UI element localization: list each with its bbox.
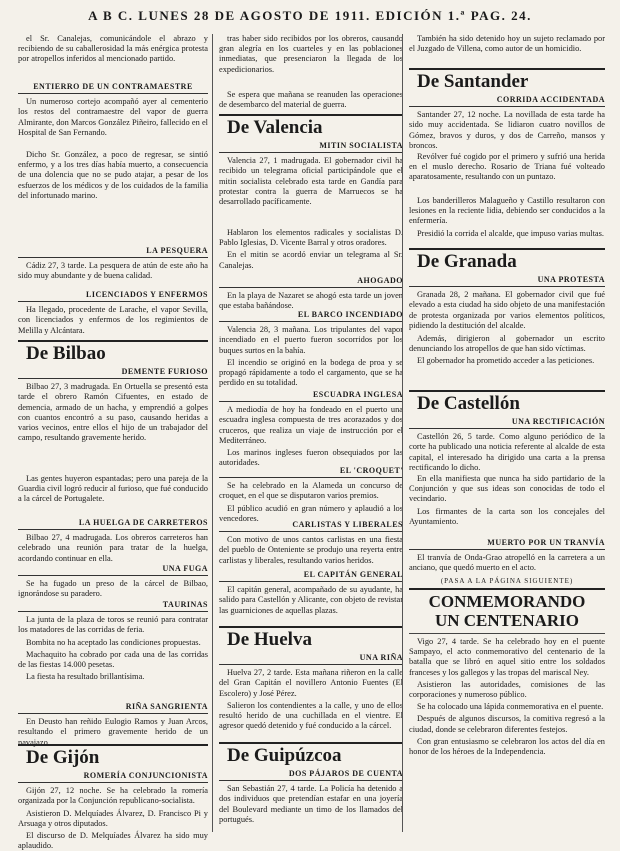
column-2 xyxy=(212,34,403,832)
col1-s3-p1: Ha llegado, procedente de Larache, el vapor Sevilla, con licenciados y enfermos de los regimientos de Melilla y Alcántara. xyxy=(18,305,208,335)
col1-city1-p2: Las gentes huyeron espantadas; pero una pareja de la Guardia civil logró reducir al furioso, que fué conducido a la cárcel de Portugalete. xyxy=(18,474,208,504)
city-heading-santander: De Santander xyxy=(409,68,605,93)
col1-s6-p4: La fiesta ha resultado brillantísima. xyxy=(26,672,145,682)
city-heading-granada: De Granada xyxy=(409,248,605,273)
col2-city3-sub: MITIN SOCIALISTA xyxy=(219,141,403,153)
col2-s13-head: EL CAPITÁN GENERAL xyxy=(219,570,403,582)
col3-top-p1: También ha sido detenido hoy un sujeto reclamado por el Juzgado de Villena, como autor de un homicidio. xyxy=(409,34,605,54)
col3-cent-p4: Después de algunos discursos, la comitiva regresó a la ciudad, donde se celebraron diferentes festejos. xyxy=(409,714,605,734)
headline-centenario: UN CENTENARIO xyxy=(434,611,580,630)
col2-s8-p1: En la playa de Nazaret se ahogó esta tarde un joven que estaba bañándose. xyxy=(219,291,403,311)
headline-conmemorando: CONMEMORANDO xyxy=(409,588,605,611)
col1-s5-head: UNA FUGA xyxy=(18,564,208,576)
col2-city4-sub: UNA RIÑA xyxy=(219,653,403,665)
col1-s6-p3: Machaquito ha cobrado por cada una de las corridas de las fiestas 14.000 pesetas. xyxy=(18,649,208,670)
column-3 xyxy=(402,34,605,832)
col2-s11-p2: El público acudió en gran número y aplaudió a los vencedores. xyxy=(219,503,403,523)
col1-s5-p1: Se ha fugado un preso de la cárcel de Bilbao, ignorándose su paradero. xyxy=(18,579,208,599)
col3-cent-p5: Con gran entusiasmo se celebraron los actos del día en honor de los héroes de la Independencia. xyxy=(409,736,605,757)
col1-s6-p2: Bombita no ha aceptado las condiciones propuestas. xyxy=(26,637,201,647)
col1-s3-head: LICENCIADOS Y ENFERMOS xyxy=(18,290,208,302)
col1-s2-p1: Cádiz 27, 3 tarde. La pesquera de atún de este año ha sido muy abundante y de buena calidad. xyxy=(18,261,208,281)
col3-city8-p1: Castellón 26, 5 tarde. Como alguno periódico de la corte ha publicado una noticia referente al alcalde de esta capital, el interesado ha dirigido una carta a la prensa rectificando lo dicho. xyxy=(409,432,605,472)
page-header: A B C. LUNES 28 DE AGOSTO DE 1911. EDICIÓN 1.ª PAG. 24. xyxy=(88,8,532,23)
city-heading-huelva: De Huelva xyxy=(219,626,403,651)
col2-s11-p1: Se ha celebrado en la Alameda un concurso de croquet, en el que se disputaron varios premios. xyxy=(219,481,403,501)
col3-cent-p2: Asistieron las autoridades, comisiones de las corporaciones y numeroso público. xyxy=(409,679,605,700)
col1-city2-p1: Gijón 27, 12 noche. Se ha celebrado la romería organizada por la Conjunción republicano-socialista. xyxy=(18,786,208,806)
col1-intro: el Sr. Canalejas, comunicándole el abrazo y recibiendo de su caballerosidad la más enérgica protesta por atropellos inferidos al mencionado partido. xyxy=(18,34,208,64)
col1-s7-head: RIÑA SANGRIENTA xyxy=(18,702,208,714)
col1-s4-head: LA HUELGA DE CARRETEROS xyxy=(18,518,208,530)
column-1 xyxy=(18,34,208,851)
col2-s12-head: CARLISTAS Y LIBERALES xyxy=(219,520,403,532)
col3-city6-p3: Los banderilleros Malagueño y Castillo resultaron con lesiones en la reciente lidia, debiendo ser conducidos a la enfermería. xyxy=(409,196,605,226)
col1-city2-p2: Asistieron D. Melquíades Álvarez, D. Francisco Pi y Arsuaga y otros diputados. xyxy=(18,808,208,828)
col3-cent-p1: Vigo 27, 4 tarde. Se ha celebrado hoy en el puente Sampayo, el acto conmemorativo del centenario de la batalla que se libró en aquel sitio entre los soldados franceses y los gallegos y las tropas del mariscal Ney. xyxy=(409,637,605,677)
col1-s1-p2: Dicho Sr. González, a poco de regresar, se sintió enfermo, y a los tres días había muerto, a consecuencia de una dolencia que no se pudo atajar, a pesar de los esfuerzos de los médicos y de los cuidados de la familia del infortunado marino. xyxy=(18,150,208,200)
col2-city5-sub: DOS PÁJAROS DE CUENTA xyxy=(219,769,403,781)
col2-city3-p1: Valencia 27, 1 madrugada. El gobernador civil ha recibido un telegrama oficial participándole que el mitin socialista celebrado esta tarde en Gandía para protestar contra la guerra de Marruecos se ha desarrollado pacíficamente. xyxy=(219,156,403,207)
col1-s6-p1: La junta de la plaza de toros se reunió para contratar los matadores de las corridas de feria. xyxy=(18,615,208,635)
col1-city1-sub: DEMENTE FURIOSO xyxy=(18,367,208,379)
col3-city7-sub: UNA PROTESTA xyxy=(409,275,605,287)
col3-city6-p2: Revólver fué cogido por el primero y sufrió una herida en el muslo derecho. Rosario de Triana fué volteado aparatosamente, resultando con un puntazo. xyxy=(409,152,605,182)
col3-city8-sub: UNA RECTIFICACIÓN xyxy=(409,417,605,429)
col2-s10-p1: A mediodía de hoy ha fondeado en el puerto una escuadra inglesa compuesta de tres acorazados y dos cruceros, que realiza un viaje de instrucción por el Mediterráneo. xyxy=(219,405,403,445)
col3-cent-p3: Se ha colocado una lápida conmemorativa en el puente. xyxy=(417,702,604,712)
col2-s13-p1: El capitán general, acompañado de su ayudante, ha salido para Castellón y Alicante, con objeto de revistar las guarniciones de aquellas plazas. xyxy=(219,585,403,615)
col3-s14-head: MUERTO POR UN TRANVÍA xyxy=(409,538,605,550)
city-heading-valencia: De Valencia xyxy=(219,114,403,139)
col2-s10-p2: Los marinos ingleses fueron obsequiados por las autoridades. xyxy=(219,448,403,468)
col3-city6-sub: CORRIDA ACCIDENTADA xyxy=(409,95,605,107)
col2-s9-p1: Valencia 28, 3 mañana. Los tripulantes del vapor incendiado en el puerto fueron socorridos por los buques surtos en la bahía. xyxy=(219,325,403,355)
col3-city6-p4: Presidió la corrida el alcalde, que impuso varias multas. xyxy=(417,228,604,238)
col1-s1-head: ENTIERRO DE UN CONTRAMAESTRE xyxy=(18,82,208,94)
city-heading-bilbao: De Bilbao xyxy=(18,340,208,365)
col2-city5-p1: San Sebastián 27, 4 tarde. La Policía ha detenido a dos individuos que pretendían estafar en una joyería del Boulevard mediante un timo de los llamados del portugués. xyxy=(219,784,403,824)
headline-rule xyxy=(409,633,605,634)
col1-s2-head: LA PESQUERA xyxy=(18,246,208,258)
col1-city1-p1: Bilbao 27, 3 madrugada. En Ortuella se presentó esta tarde el obrero Ramón Cifuentes, en estado de demencia, armado de un hacha, y emprendió a golpes con cuantos encontró a su paso, causando heridas a varios vecinos, entre ellos el hijo de un trabajador del campo, resultando gravemente herido. xyxy=(18,382,208,443)
col2-s8-head: AHOGADO xyxy=(219,276,403,288)
col1-city2-p3: El discurso de D. Melquíades Álvarez ha sido muy aplaudido. xyxy=(18,831,208,851)
col3-city6-p1: Santander 27, 12 noche. La novillada de esta tarde ha sido muy accidentada. Se lidiaron cuatro novillos de Gómez, bravos y duros, y dos de Carreño, mansos y broncos. xyxy=(409,110,605,150)
col2-s10-head: ESCUADRA INGLESA xyxy=(219,390,403,402)
col2-top-p1: tras haber sido recibidos por los obreros, causando gran alegría en los cuarteles y en las poblaciones inmediatas, que presenciaron la llegada de los expedicionarios. xyxy=(219,34,403,74)
col3-city7-p3: El gobernador ha prometido acceder a las peticiones. xyxy=(417,356,595,366)
col2-s9-head: EL BARCO INCENDIADO xyxy=(219,310,403,322)
col2-city4-p1: Huelva 27, 2 tarde. Esta mañana riñeron en la calle del Gran Capitán el novillero Antonio Fuentes (El Escolero) y José Pérez. xyxy=(219,668,403,698)
city-heading-castellon: De Castellón xyxy=(409,390,605,415)
col3-city7-p2: Además, dirigieron al gobernador un escrito denunciando los atropellos de que han sido víctimas. xyxy=(409,334,605,354)
col3-s14-p1: El tranvía de Onda-Grao atropelló en la carretera a un anciano, que quedó muerto en el acto. xyxy=(409,553,605,573)
city-heading-gijon: De Gijón xyxy=(18,744,208,769)
col3-city8-p3: Los firmantes de la carta son los concejales del Ayuntamiento. xyxy=(409,506,605,526)
col1-s7-p1: En Deusto han reñido Eulogio Ramos y Juan Arcos, resultando el primero gravemente herido de un navajazo. xyxy=(18,717,208,747)
col2-s12-p1: Con motivo de unos cantos carlistas en una fiesta del pueblo de Onteniente se produjo una reyerta entre carlistas y liberales, resultando varios heridos. xyxy=(219,535,403,565)
col1-city2-sub: ROMERÍA CONJUNCIONISTA xyxy=(18,771,208,783)
col1-s1-p1: Un numeroso cortejo acompañó ayer al cementerio los restos del contramaestre del vapor de guerra Almirante, don Marcos González Piñeiro, fallecido en el Hospital de San Fernando. xyxy=(18,97,208,137)
col2-s9-p2: El incendio se originó en la bodega de proa y se propagó rápidamente a todo el cargamento, que se ha perdido en su totalidad. xyxy=(219,357,403,388)
city-heading-guipuzcoa: De Guipúzcoa xyxy=(219,742,403,767)
col1-s6-head: TAURINAS xyxy=(18,600,208,612)
continued-note: (PASA A LA PÁGINA SIGUIENTE) xyxy=(440,577,574,585)
col2-city3-p2: Hablaron los elementos radicales y socialistas D. Pablo Iglesias, D. Vicente Barral y otros oradores. xyxy=(219,228,403,248)
col2-city3-p3: En el mitin se acordó enviar un telegrama al Sr. Canalejas. xyxy=(219,250,403,270)
col3-city8-p2: En ella manifiesta que nunca ha sido partidario de la Conjunción y que sus ideas son conocidas de todo el vecindario. xyxy=(409,474,605,504)
col2-city4-p2: Salieron los contendientes a la calle, y uno de ellos resultó herido de una cuchillada en el vientre. El agresor quedó detenido y fué conducido a la cárcel. xyxy=(219,700,403,731)
col2-top-p2: Se espera que mañana se reanuden las operaciones de desembarco del material de guerra. xyxy=(219,90,403,110)
col1-s4-p1: Bilbao 27, 4 madrugada. Los obreros carreteros han celebrado una reunión para tratar de la huelga, acordando continuar en ella. xyxy=(18,533,208,563)
col3-city7-p1: Granada 28, 2 mañana. El gobernador civil que fué elevado a esta ciudad ha sido objeto de una manifestación de protesta organizada por varios elementos políticos, pidiendo la destitución del alcalde. xyxy=(409,290,605,330)
col2-s11-head: EL 'CROQUET' xyxy=(219,466,403,478)
